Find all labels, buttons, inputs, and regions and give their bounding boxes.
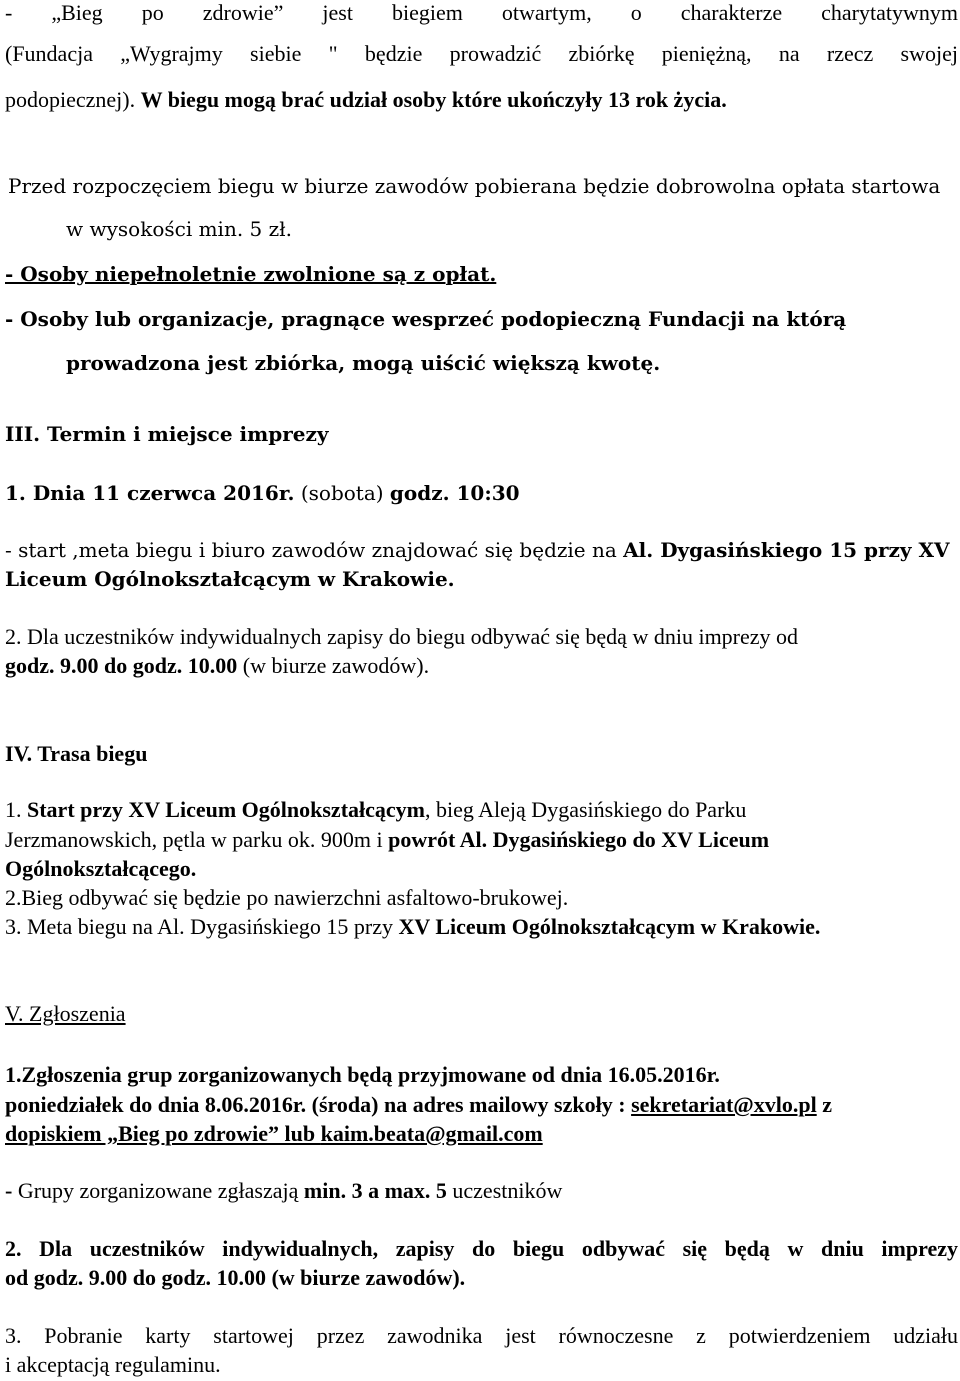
fee-line-2: w wysokości min. 5 zł. <box>66 217 292 241</box>
venue-intro: - start ,meta biegu i biuro zawodów znajdować się będzie na <box>5 538 624 562</box>
individual-line-2: od godz. 9.00 do godz. 10.00 (w biurze zawodów). <box>5 1265 466 1290</box>
event-date-weekday: (sobota) <box>294 481 390 505</box>
route-path: , bieg Aleją Dygasińskiego do Parku <box>425 797 747 822</box>
route-num: 1. <box>5 797 27 822</box>
event-date-time: godz. 10:30 <box>389 481 520 505</box>
age-requirement: W biegu mogą brać udział osoby które ukończyły 13 rok życia. <box>140 87 727 112</box>
section-5-heading: V. Zgłoszenia <box>5 1001 126 1026</box>
route-surface: 2.Bieg odbywać się będzie po nawierzchni asfaltowo-brukowej. <box>5 885 569 910</box>
intro-line-3 <box>5 87 727 113</box>
registration-place: (w biurze zawodów). <box>237 653 430 678</box>
individual-line-1: 2. Dla uczestników indywidualnych, zapisy do biegu odbywać się będą w dniu imprezy <box>5 1236 958 1261</box>
venue-address: Al. Dygasińskiego 15 przy XV <box>623 538 950 562</box>
groups-line-2 <box>5 1092 832 1118</box>
school-email-link[interactable]: sekretariat@xvlo.pl <box>631 1092 817 1117</box>
groups-deadline: poniedziałek do dnia 8.06.2016r. (środa) na adres mailowy szkoły : <box>5 1092 632 1117</box>
fee-line-1: Przed rozpoczęciem biegu w biurze zawodów pobierana będzie dobrowolna opłata startowa <box>8 174 941 198</box>
finish-place: XV Liceum Ogólnokształcącym w Krakowie. <box>398 914 821 939</box>
registration-hours: godz. 9.00 do godz. 10.00 <box>5 653 238 678</box>
route-return: powrót Al. Dygasińskiego do XV Liceum <box>388 827 770 852</box>
groups-line-1: 1.Zgłoszenia grup zorganizowanych będą przyjmowane od dnia 16.05.2016r. <box>5 1062 720 1087</box>
intro-line-3a: podopiecznej). <box>5 87 141 112</box>
individual-registration-1: 2. Dla uczestników indywidualnych zapisy do biegu odbywać się będą w dniu imprezy od <box>5 624 799 649</box>
route-line-3: Ogólnokształcącego. <box>5 856 197 881</box>
contact-email-link[interactable]: kaim.beata@gmail.com <box>320 1121 543 1146</box>
route-line-2 <box>5 827 769 853</box>
start-card-line-1: 3. Pobranie karty startowej przez zawodnika jest równoczesne z potwierdzeniem udziału <box>5 1323 958 1348</box>
group-size <box>5 1178 562 1204</box>
groups-line-2-end: z <box>816 1092 832 1117</box>
route-line-1 <box>5 797 746 823</box>
groups-note: dopiskiem „Bieg po zdrowie” lub <box>5 1121 321 1146</box>
section-4-heading: IV. Trasa biegu <box>5 741 148 766</box>
finish-intro: 3. Meta biegu na Al. Dygasińskiego 15 przy <box>5 914 399 939</box>
section-3-heading: III. Termin i miejsce imprezy <box>5 422 329 446</box>
intro-line-1: - „Bieg po zdrowie” jest biegiem otwartym, o charakterze charytatywnym <box>5 0 958 25</box>
event-date-day: 1. Dnia 11 czerwca 2016r. <box>5 481 295 505</box>
support-line-1: - Osoby lub organizacje, pragnące wesprzeć podopieczną Fundacji na którą <box>5 307 847 331</box>
route-start: Start przy XV Liceum Ogólnokształcącym <box>27 797 425 822</box>
minors-exempt: - Osoby niepełnoletnie zwolnione są z opłat. <box>5 262 497 286</box>
group-size-intro: Grupy zorganizowane zgłaszają <box>17 1178 304 1203</box>
group-size-unit: uczestników <box>446 1178 563 1203</box>
individual-registration-2 <box>5 653 429 679</box>
event-date <box>5 480 520 506</box>
route-loop: Jerzmanowskich, pętla w parku ok. 900m i <box>5 827 389 852</box>
support-line-2: prowadzona jest zbiórka, mogą uiścić większą kwotę. <box>66 351 661 375</box>
start-card-line-2: i akceptacją regulaminu. <box>5 1352 221 1377</box>
groups-line-3 <box>5 1121 543 1147</box>
group-size-range: min. 3 a max. 5 <box>303 1178 447 1203</box>
intro-line-2: (Fundacja „Wygrajmy siebie " będzie prowadzić zbiórkę pieniężną, na rzecz swojej <box>5 41 958 66</box>
venue-line-2: Liceum Ogólnokształcącym w Krakowie. <box>5 567 455 591</box>
route-finish <box>5 914 820 940</box>
group-size-dash: - <box>5 1178 18 1203</box>
venue-line-1 <box>5 537 950 563</box>
